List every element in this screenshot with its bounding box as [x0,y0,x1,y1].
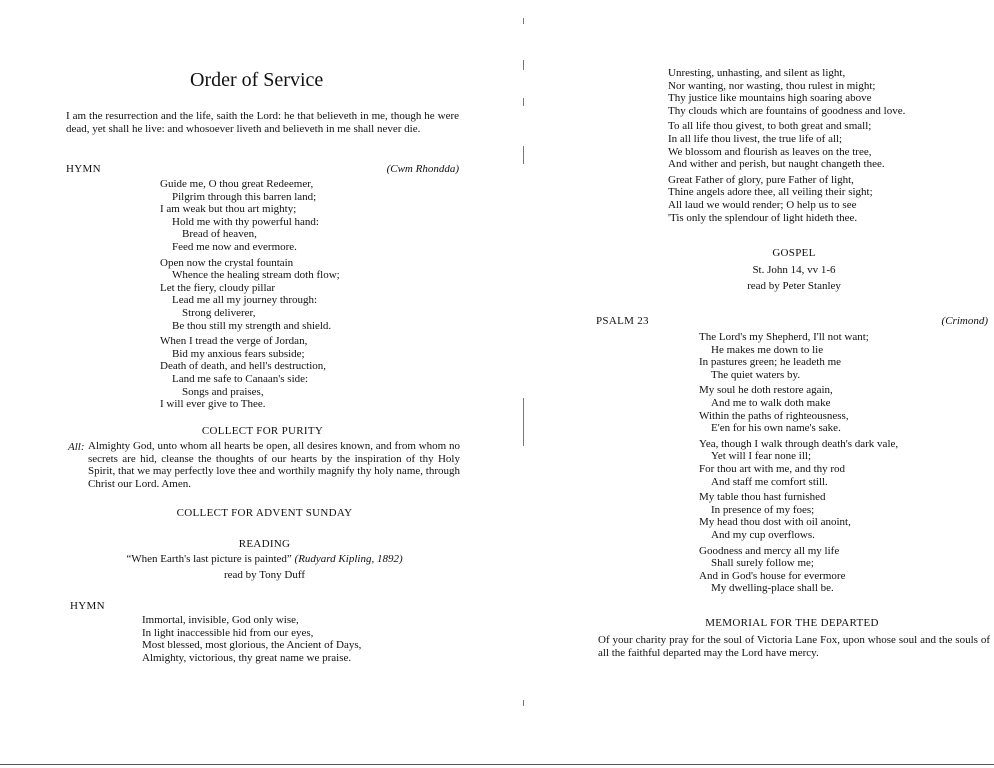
psalm-line: And my cup overflows. [711,528,815,541]
reading-title: “When Earth's last picture is painted” [126,553,292,565]
hymn1-line: Bid my anxious fears subside; [172,347,305,360]
psalm-line: In pastures green; he leadeth me [699,356,842,369]
psalm-line: My head thou dost with oil anoint, [699,516,851,529]
hymn2-line: Unresting, unhasting, and silent as light, [668,67,846,79]
psalm-line: Within the paths of righteousness, [699,409,849,422]
memorial-heading: MEMORIAL FOR THE DEPARTED [705,617,879,629]
fold-mark [523,398,524,446]
hymn1-line: Songs and praises, [182,385,264,398]
hymn1-line: Pilgrim through this barren land; [172,190,317,203]
hymn2-line: Thy justice like mountains high soaring above [668,92,872,105]
gospel-reader: read by Peter Stanley [747,280,841,292]
hymn1-line: Hold me with thy powerful hand: [172,215,319,228]
psalm-line: Yet will I fear none ill; [711,450,812,463]
hymn1-line: Land me safe to Canaan's side: [172,372,309,385]
hymn1-line: Bread of heaven, [182,228,257,241]
gospel-heading: GOSPEL [772,247,816,259]
hymn1-tune: (Cwm Rhondda) [386,163,459,175]
psalm-line: In presence of my foes; [711,503,815,516]
collect-purity-heading: COLLECT FOR PURITY [201,425,324,437]
collect-purity-all-label: All: [68,441,85,453]
hymn2-line: All laud we would render; O help us to see [668,198,857,211]
psalm-label: PSALM 23 [596,315,649,327]
collect-purity-text: Almighty God, unto whom all hearts be open, all desires known, and from whom no secrets are hid, cleanse the thoughts of our hearts by the inspiration of thy Holy Spirit, that we may perfectly love thee and worthily magnify thy holy name, through Christ our Lord. Amen. [88,440,460,490]
page-bottom-rule [0,764,994,765]
hymn2-continued-verses [668,67,905,224]
hymn1-line: Death of death, and hell's destruction, [160,360,327,373]
psalm-verses [699,331,898,595]
hymn1-verses [160,178,340,411]
hymn2-line: Nor wanting, nor wasting, thou rulest in might; [668,79,876,92]
psalm-line: The Lord's my Shepherd, I'll not want; [699,331,869,343]
psalm-line: He makes me down to lie [711,343,824,356]
hymn2-label: HYMN [70,600,105,612]
hymn2-line: Great Father of glory, pure Father of light, [668,173,854,186]
fold-mark [523,18,524,24]
hymn1-line: When I tread the verge of Jordan, [160,335,308,348]
page-title: Order of Service [190,69,324,91]
hymn2-line: Most blessed, most glorious, the Ancient of Days, [142,639,362,652]
hymn2-line: 'Tis only the splendour of light hideth thee. [668,211,858,224]
reading-title-line [66,553,463,565]
hymn1-line: Strong deliverer, [182,306,256,319]
psalm-line: My soul he doth restore again, [699,384,833,397]
memorial-text: Of your charity pray for the soul of Victoria Lane Fox, upon whose soul and the souls of all the faithful departed may the Lord have mercy. [598,634,990,659]
psalm-line: And me to walk doth make [711,396,831,409]
hymn2-line: In light inaccessible hid from our eyes, [142,626,314,639]
reading-reader: read by Tony Duff [223,569,305,581]
psalm-line: And staff me comfort still. [711,475,828,488]
hymn1-line: Open now the crystal fountain [160,256,294,269]
hymn1-line: I will ever give to Thee. [160,398,266,411]
psalm-line: My dwelling-place shall be. [711,582,834,595]
hymn2-line: Immortal, invisible, God only wise, [142,614,299,626]
hymn2-line: In all life thou livest, the true life of all; [668,132,843,145]
collect-advent-heading: COLLECT FOR ADVENT SUNDAY [176,507,353,519]
psalm-line: The quiet waters by. [711,368,801,381]
psalm-line: E'en for his own name's sake. [711,422,841,435]
hymn2-line: Almighty, victorious, thy great name we praise. [142,651,352,664]
psalm-line: My table thou hast furnished [699,491,826,504]
hymn2-line: We blossom and flourish as leaves on the tree, [668,145,872,158]
reading-heading: READING [238,538,291,550]
hymn2-verses [142,614,361,664]
psalm-line: Goodness and mercy all my life [699,544,840,557]
hymn2-line: And wither and perish, but naught changeth thee. [668,158,885,171]
opening-sentence: I am the resurrection and the life, saith the Lord: he that believeth in me, though he were dead, yet shall he live: and whosoever liveth and believeth in me shall never die. [66,110,459,135]
reading-attribution: (Rudyard Kipling, 1892) [294,553,403,565]
psalm-line: Shall surely follow me; [711,557,814,570]
fold-mark [523,146,524,164]
fold-mark [523,98,524,106]
gospel-reference: St. John 14, vv 1-6 [752,264,836,276]
hymn2-line: Thy clouds which are fountains of goodness and love. [668,104,906,117]
right-page [526,0,994,768]
psalm-line: Yea, though I walk through death's dark vale, [699,437,899,450]
hymn1-line: I am weak but thou art mighty; [160,203,297,216]
fold-mark [523,700,524,706]
hymn1-line: Be thou still my strength and shield. [172,319,332,332]
hymn2-line: To all life thou givest, to both great and small; [668,120,872,133]
hymn1-line: Let the fiery, cloudy pillar [160,281,276,294]
hymn1-line: Whence the healing stream doth flow; [172,269,340,282]
psalm-tune: (Crimond) [941,315,988,327]
hymn1-line: Feed me now and evermore. [172,240,297,253]
psalm-line: For thou art with me, and thy rod [699,462,846,475]
hymn1-line: Guide me, O thou great Redeemer, [160,178,314,190]
fold-mark [523,60,524,70]
hymn1-line: Lead me all my journey through: [172,294,318,307]
hymn2-line: Thine angels adore thee, all veiling their sight; [668,186,873,199]
psalm-line: And in God's house for evermore [699,569,846,582]
hymn1-label: HYMN [66,163,101,175]
